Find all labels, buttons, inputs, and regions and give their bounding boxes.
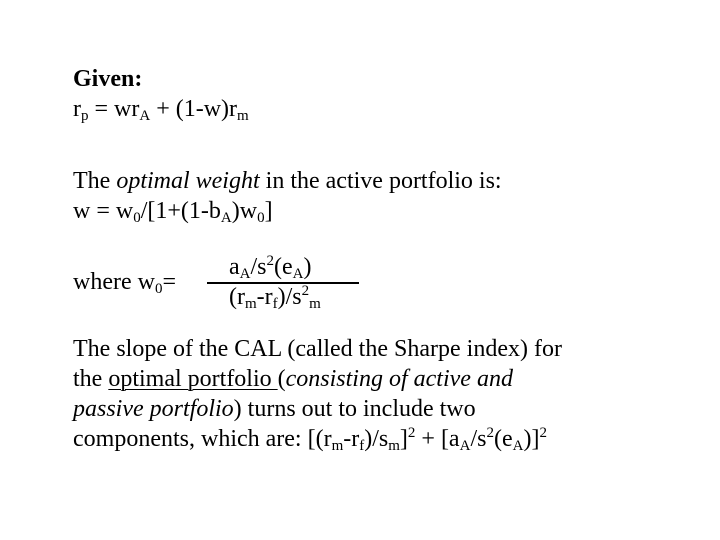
sharpe-line-1: The slope of the CAL (called the Sharpe index) for xyxy=(73,336,562,362)
w0-label: where $w_0=$ xyxy=(73,269,177,297)
sharpe-line-2: the optimal portfolio (consisting of active and xyxy=(73,366,513,392)
sharpe-line-3: passive portfolio) turns out to include two xyxy=(73,396,476,422)
optimal-weight-intro: The optimal weight in the active portfolio is: xyxy=(73,168,502,194)
fraction-denominator: $(r_m-r_f)/s^2_m$ xyxy=(229,283,321,312)
portfolio-return-formula: $r_p = wr_A + (1-w)r_m$ xyxy=(73,96,249,124)
optimal-weight-formula: $w = w_0/[1+(1-b_A)w_0]$ xyxy=(73,198,273,226)
fraction-numerator: $a_A/s^2(e_A)$ xyxy=(229,253,312,282)
given-heading: Given: xyxy=(73,66,143,92)
sharpe-formula-line: components, which are: $[(r_m-r_f)/s_m]^2 + [a_A/s^2(e_A)]^2$ xyxy=(73,425,547,454)
optimal-weight-section xyxy=(73,166,502,226)
given-section xyxy=(73,64,249,124)
sharpe-index-section xyxy=(73,334,562,454)
